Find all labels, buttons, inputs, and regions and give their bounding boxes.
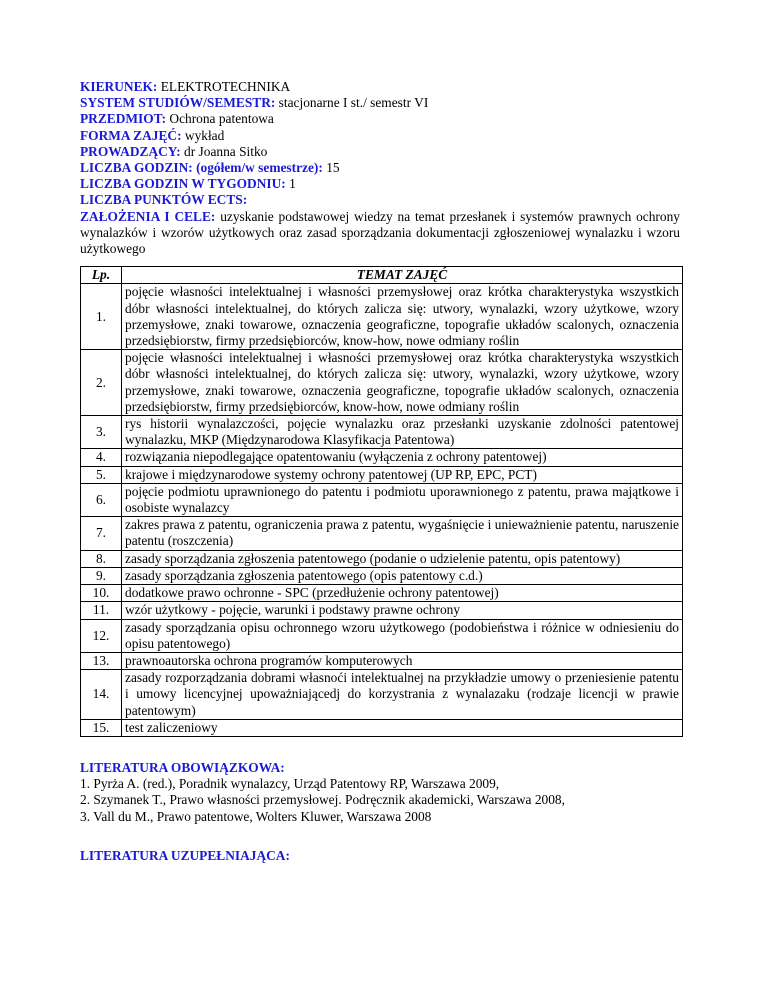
row-number: 3.	[81, 416, 122, 449]
row-number: 15.	[81, 719, 122, 736]
row-number: 11.	[81, 602, 122, 619]
table-row	[81, 602, 683, 619]
row-topic: zasady sporządzania zgłoszenia patentowego (podanie o udzielenie patentu, opis patentowy)	[122, 550, 683, 567]
row-number: 1.	[81, 284, 122, 350]
column-header-lp: Lp.	[81, 267, 122, 284]
row-number: 4.	[81, 449, 122, 466]
document-page	[80, 79, 680, 864]
field-value: Ochrona patentowa	[166, 111, 274, 127]
row-topic: prawnoautorska ochrona programów komputerowych	[122, 652, 683, 669]
field-label: PRZEDMIOT:	[80, 111, 167, 127]
field-value: 1	[285, 176, 296, 192]
table-row	[81, 567, 683, 584]
row-topic: pojęcie własności intelektualnej i własności przemysłowej oraz krótka charakterystyka wszystkich dóbr własności intelektualnej, do których zalicza się: utwory, wynalazki, wzory użytkowe, wzory przemysłowe, znaki towarowe, oznaczenia geograficzne, topografie układów scalonych, oznaczenia przedsiębiorstw, firmy przedsiębiorców, know-how, nowe odmiany roślin	[122, 284, 683, 350]
field-label: SYSTEM STUDIÓW/SEMESTR:	[80, 95, 276, 111]
literature-item: 2. Szymanek T., Prawo własności przemysłowej. Podręcznik akademicki, Warszawa 2008,	[80, 792, 565, 808]
field-value: uzyskanie podstawowej wiedzy na temat przesłanek i systemów prawnych ochrony wynalazków i wzorów użytkowych oraz zasad sporządzania dokumentacji zgłoszeniowej wynalazku i wzoru użytkowego	[80, 208, 680, 257]
field-label: LICZBA GODZIN W TYGODNIU:	[80, 176, 286, 192]
table-row	[81, 585, 683, 602]
table-row	[81, 550, 683, 567]
table-row	[81, 719, 683, 736]
literatura-obowiazkowa	[80, 760, 680, 825]
row-topic: dodatkowe prawo ochronne - SPC (przedłużenie ochrony patentowej)	[122, 585, 683, 602]
field-label: PROWADZĄCY:	[80, 143, 181, 159]
field-label: LICZBA PUNKTÓW ECTS:	[80, 192, 248, 208]
field-ects	[80, 192, 680, 208]
row-number: 9.	[81, 567, 122, 584]
field-label: FORMA ZAJĘĆ:	[80, 127, 182, 143]
field-przedmiot	[80, 111, 680, 127]
section-title: LITERATURA OBOWIĄZKOWA:	[80, 759, 285, 775]
field-prowadzacy	[80, 144, 680, 160]
row-topic: zakres prawa z patentu, ograniczenia prawa z patentu, wygaśnięcie i unieważnienie patentu, naruszenie patentu (roszczenia)	[122, 517, 683, 550]
field-label: LICZBA GODZIN: (ogółem/w semestrze):	[80, 160, 323, 176]
table-row	[81, 652, 683, 669]
field-system	[80, 95, 680, 111]
table-row	[81, 670, 683, 720]
row-topic: pojęcie własności intelektualnej i własności przemysłowej oraz krótka charakterystyka wszystkich dóbr własności intelektualnej, do których zalicza się: utwory, wynalazki, wzory użytkowe, wzory przemysłowe, znaki towarowe, oznaczenia geograficzne, topografie układów scalonych, oznaczenia przedsiębiorstw, firmy przedsiębiorców, know-how, nowe odmiany roślin	[122, 350, 683, 416]
row-topic: zasady sporządzania opisu ochronnego wzoru użytkowego (podobieństwa i różnice w odniesieniu do opisu patentowego)	[122, 619, 683, 652]
field-liczba-godzin	[80, 160, 680, 176]
row-number: 5.	[81, 466, 122, 483]
field-value: ELEKTROTECHNIKA	[157, 79, 291, 94]
table-row	[81, 416, 683, 449]
row-topic: test zaliczeniowy	[122, 719, 683, 736]
field-zalozenia	[80, 209, 680, 258]
table-row	[81, 449, 683, 466]
row-topic: krajowe i międzynarodowe systemy ochrony patentowej (UP RP, EPC, PCT)	[122, 466, 683, 483]
table-header-row	[81, 267, 683, 284]
row-number: 10.	[81, 585, 122, 602]
row-number: 8.	[81, 550, 122, 567]
field-tygodniowo	[80, 176, 680, 192]
table-row	[81, 483, 683, 516]
field-value: stacjonarne I st./ semestr VI	[275, 95, 429, 111]
row-topic: zasady sporządzania zgłoszenia patentowego (opis patentowy c.d.)	[122, 567, 683, 584]
row-number: 2.	[81, 350, 122, 416]
row-topic: wzór użytkowy - pojęcie, warunki i podstawy prawne ochrony	[122, 602, 683, 619]
row-number: 14.	[81, 670, 122, 720]
field-value: dr Joanna Sitko	[180, 143, 268, 159]
literature-list	[80, 776, 680, 825]
field-value: 15	[322, 160, 340, 176]
literature-item: 1. Pyrża A. (red.), Poradnik wynalazcy, Urząd Patentowy RP, Warszawa 2009,	[80, 776, 500, 792]
row-topic: pojęcie podmiotu uprawnionego do patentu i podmiotu uporawnionego z patentu, prawa majątkowe i osobiste wynalazcy	[122, 483, 683, 516]
row-number: 13.	[81, 652, 122, 669]
row-number: 12.	[81, 619, 122, 652]
table-body	[81, 284, 683, 736]
field-forma	[80, 128, 680, 144]
topics-table	[80, 266, 683, 737]
row-topic: rozwiązania niepodlegające opatentowaniu (wyłączenia z ochrony patentowej)	[122, 449, 683, 466]
table-row	[81, 466, 683, 483]
row-number: 6.	[81, 483, 122, 516]
field-kierunek	[80, 79, 680, 95]
row-topic: zasady rozporządzania dobrami własnoći intelektualnej na przykładzie umowy o przeniesienie patentu i umowy licencyjnej upoważniającedj do korzystrania z wynalazaku (rodzaje licencji w prawie patentowym)	[122, 670, 683, 720]
field-label: KIERUNEK:	[80, 79, 158, 94]
column-header-temat: TEMAT ZAJĘĆ	[122, 267, 683, 284]
table-row	[81, 284, 683, 350]
row-topic: rys historii wynalazczości, pojęcie wynalazku oraz przesłanki uzyskanie zdolności patentowej wynalazku, MKP (Międzynarodowa Klasyfikacja Patentowa)	[122, 416, 683, 449]
table-row	[81, 619, 683, 652]
field-value: wykład	[181, 127, 225, 143]
table-row	[81, 350, 683, 416]
table-row	[81, 517, 683, 550]
field-label: ZAŁOŻENIA I CELE:	[80, 208, 216, 224]
literatura-uzupelniajaca	[80, 848, 680, 864]
row-number: 7.	[81, 517, 122, 550]
literature-item: 3. Vall du M., Prawo patentowe, Wolters Kluwer, Warszawa 2008	[80, 808, 432, 824]
section-title: LITERATURA UZUPEŁNIAJĄCA:	[80, 847, 290, 863]
